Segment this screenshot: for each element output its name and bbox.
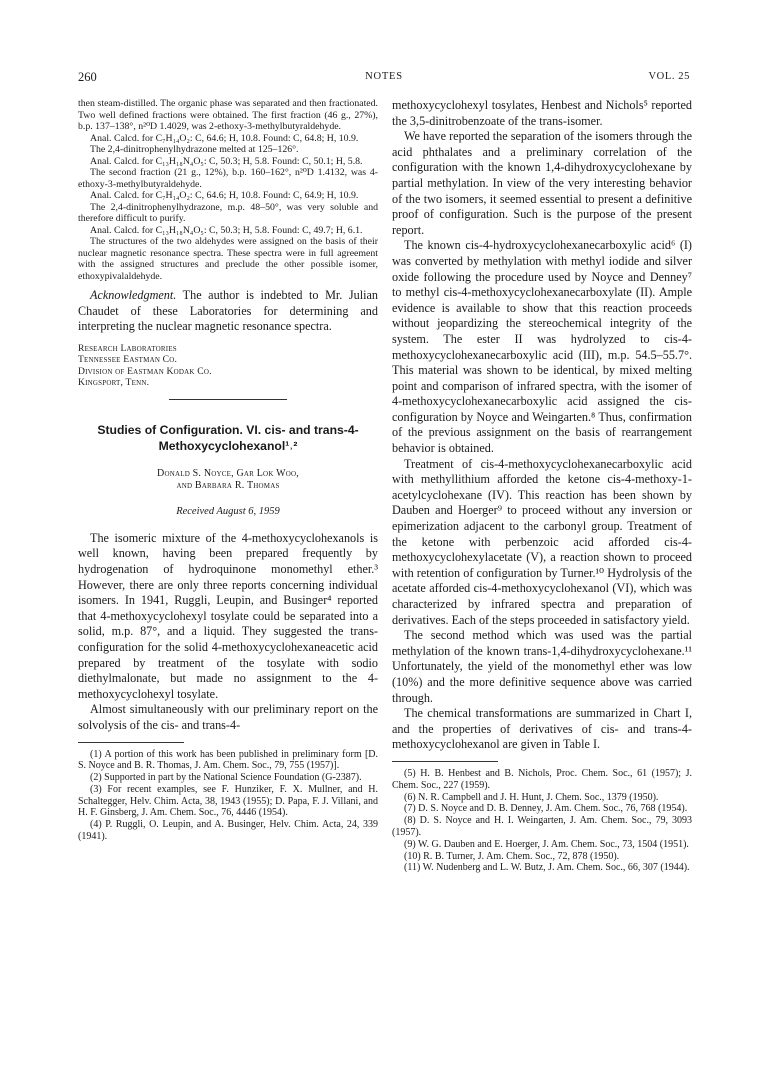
article-body-continued bbox=[392, 98, 692, 753]
affiliation bbox=[78, 343, 378, 389]
footnote: (4) P. Ruggli, O. Leupin, and A. Businger, Helv. Chim. Acta, 24, 339 (1941). bbox=[78, 819, 378, 843]
volume-label: VOL. 25 bbox=[648, 71, 690, 82]
body-paragraph: Treatment of cis-4-methoxycyclohexanecarboxylic acid with methyllithium afforded the ketone cis-4-methoxy-1-acetylcyclohexane (IV). This reaction has been shown by Dauben and Hoerger⁹ to proceed without any inversion or epimerization adjacent to the carbonyl group. Treatment of the ketone with perbenzoic acid afforded cis-4-methoxycyclohexylacetate (V), a reaction shown to proceed with retention of configuration by Turner.¹⁰ Hydrolysis of the acetate afforded cis-4-methoxycyclohexanol (VI), which was characterized by infrared spectra and preparation of derivatives. Each of the steps proceeded in satisfactory yield. bbox=[392, 456, 692, 627]
running-header bbox=[78, 70, 690, 88]
section-divider bbox=[169, 399, 287, 400]
authors-line: and Barbara R. Thomas bbox=[176, 479, 280, 491]
footnote: (2) Supported in part by the National Science Foundation (G-2387). bbox=[90, 772, 362, 784]
body-paragraph: The isomeric mixture of the 4-methoxycyclohexanols is well known, having been prepared frequently by hydrogenation of hydroquinone monomethyl ether.³ However, there are only three reports concerning individual isomers. In 1941, Ruggli, Leupin, and Businger⁴ reported that 4-methoxycyclohexyl tosylate could be separated into a solid, m.p. 87°, and a liquid. They suggested the trans-configuration for the solid 4-methoxycyclohexaneacetic acid prepared by treatment of the tosylate with sodio diethylmalonate, but made no assignment to the 4-methoxycyclohexyl tosylate. bbox=[78, 530, 378, 701]
exp-paragraph: Anal. Calcd. for C₁₃H₁₈N₄O₅: C, 50.3; H, 5.8. Found: C, 49.7; H, 6.1. bbox=[90, 224, 363, 236]
body-paragraph: We have reported the separation of the isomers through the acid phthalates and a preliminary correlation of the configuration with the known 1,4-dihydroxycyclohexane by partial methylation. In view of the very interesting behavior of the two isomers, it seemed essential to present a definitive proof of configuration. Such is the purpose of the present report. bbox=[392, 129, 692, 237]
footnotes bbox=[78, 749, 378, 843]
affiliation-line: Research Laboratories bbox=[78, 342, 177, 354]
acknowledgment bbox=[78, 288, 378, 335]
body-paragraph: The second method which was used was the partial methylation of the known trans-1,4-dihydroxycyclohexane.¹¹ Unfortunately, the yield of the monomethyl ether was low (10%) and the more definitive sequence above was carried through. bbox=[392, 628, 692, 705]
acknowledgment-heading: Acknowledgment. bbox=[90, 288, 177, 302]
section-label: NOTES bbox=[365, 71, 403, 82]
footnotes bbox=[392, 768, 692, 874]
exp-paragraph: The 2,4-dinitrophenylhydrazone melted at 125–126°. bbox=[90, 144, 299, 155]
acknowledgment-text: The author is indebted to Mr. Julian Chaudet of these Laboratories for determining and interpreting the nuclear magnetic resonance spectra. bbox=[78, 288, 379, 334]
exp-paragraph: Anal. Calcd. for C₁₃H₁₈N₄O₅: C, 50.3; H, 5.8. Found: C, 50.1; H, 5.8. bbox=[90, 155, 363, 167]
left-column bbox=[78, 98, 378, 843]
right-column bbox=[392, 98, 692, 874]
page-number: 260 bbox=[78, 70, 97, 84]
authors bbox=[78, 468, 378, 492]
footnote: (1) A portion of this work has been published in preliminary form [D. S. Noyce and B. R. Thomas, J. Am. Chem. Soc., 79, 755 (1957)]. bbox=[78, 748, 378, 772]
body-paragraph: The known cis-4-hydroxycyclohexanecarboxylic acid⁶ (I) was converted by methylation with methyl iodide and silver oxide following the procedure used by Noyce and Denney⁷ to methyl cis-4-methoxycyclohexanecarboxylate (II). Ample evidence is available to show that this reaction proceeds without jeopardizing the stereochemical integrity of the system. The ester II was hydrolyzed to cis-4-methoxycyclohexanecarboxylic acid (III), m.p. 54.5–55.7°. This material was shown to be identical, by mixed melting point and comparison of infrared spectra, with the isomer of 4-methoxycyclohexanecarboxylic acid assigned the cis-configuration by Noyce and Weingarten.⁸ Thus, confirmation of the previous assignment on the basis of rearrangement behavior is obtained. bbox=[392, 238, 692, 456]
footnote: (9) W. G. Dauben and E. Hoerger, J. Am. Chem. Soc., 73, 1504 (1951). bbox=[404, 838, 689, 850]
exp-paragraph: The second fraction (21 g., 12%), b.p. 160–162°, n²⁰D 1.4132, was 4-ethoxy-3-methylbutyraldehyde. bbox=[78, 167, 378, 190]
authors-line: Donald S. Noyce, Gar Lok Woo, bbox=[157, 467, 299, 479]
affiliation-line: Tennessee Eastman Co. bbox=[78, 354, 178, 366]
footnote-rule bbox=[78, 742, 184, 743]
exp-paragraph: The 2,4-dinitrophenylhydrazone, m.p. 48–50°, was very soluble and therefore difficult to purify. bbox=[78, 201, 378, 224]
article-title: Studies of Configuration. VI. cis- and trans-4-Methoxycyclohexanol¹˒² bbox=[97, 422, 359, 453]
exp-paragraph: The structures of the two aldehydes were assigned on the basis of their nuclear magnetic resonance spectra. These spectra were in full agreement with the assigned structures and preclude the other possible isomer, ethoxypivalaldehyde. bbox=[78, 236, 378, 282]
footnote: (7) D. S. Noyce and D. B. Denney, J. Am. Chem. Soc., 76, 768 (1954). bbox=[404, 803, 688, 815]
exp-paragraph: Anal. Calcd. for C₇H₁₄O₂: C, 64.6; H, 10.8. Found: C, 64.8; H, 10.9. bbox=[90, 132, 359, 144]
footnote: (6) N. R. Campbell and J. H. Hunt, J. Chem. Soc., 1379 (1950). bbox=[404, 791, 659, 803]
affiliation-line: Kingsport, Tenn. bbox=[78, 377, 150, 389]
body-paragraph: Almost simultaneously with our preliminary report on the solvolysis of the cis- and trans-4- bbox=[78, 702, 378, 732]
affiliation-line: Division of Eastman Kodak Co. bbox=[78, 365, 212, 377]
exp-paragraph: then steam-distilled. The organic phase was separated and then fractionated. Two well defined fractions were obtained. The first fraction (46 g., 27%), b.p. 137–138°, n²⁰D 1.4029, was 2-ethoxy-3-methylbutyraldehyde. bbox=[78, 98, 378, 132]
footnote: (10) R. B. Turner, J. Am. Chem. Soc., 72, 878 (1950). bbox=[404, 850, 620, 862]
body-paragraph: The chemical transformations are summarized in Chart I, and the properties of derivatives of cis- and trans-4-methoxycyclohexanol are given in Table I. bbox=[392, 706, 692, 752]
article-body bbox=[78, 531, 378, 734]
footnote: (5) H. B. Henbest and B. Nichols, Proc. Chem. Soc., 61 (1957); J. Chem. Soc., 227 (1959). bbox=[392, 767, 692, 791]
experimental-section bbox=[78, 98, 378, 282]
footnote: (11) W. Nudenberg and L. W. Butz, J. Am. Chem. Soc., 66, 307 (1944). bbox=[404, 862, 690, 874]
received-date: Received August 6, 1959 bbox=[176, 505, 280, 517]
footnote: (3) For recent examples, see F. Hunziker, F. X. Mullner, and H. Schaltegger, Helv. Chim. Acta, 38, 1943 (1955); D. Papa, F. J. Villani, and H. F. Ginsberg, J. Am. Chem. Soc., 76, 4446 (1954). bbox=[78, 783, 378, 819]
footnote: (8) D. S. Noyce and H. I. Weingarten, J. Am. Chem. Soc., 79, 3093 (1957). bbox=[392, 815, 692, 838]
footnote-rule bbox=[392, 761, 498, 762]
exp-paragraph: Anal. Calcd. for C₇H₁₄O₂: C, 64.6; H, 10.8. Found: C, 64.9; H, 10.9. bbox=[90, 190, 359, 201]
body-paragraph: methoxycyclohexyl tosylates, Henbest and Nichols⁵ reported the 3,5-dinitrobenzoate of the trans-isomer. bbox=[392, 98, 692, 128]
